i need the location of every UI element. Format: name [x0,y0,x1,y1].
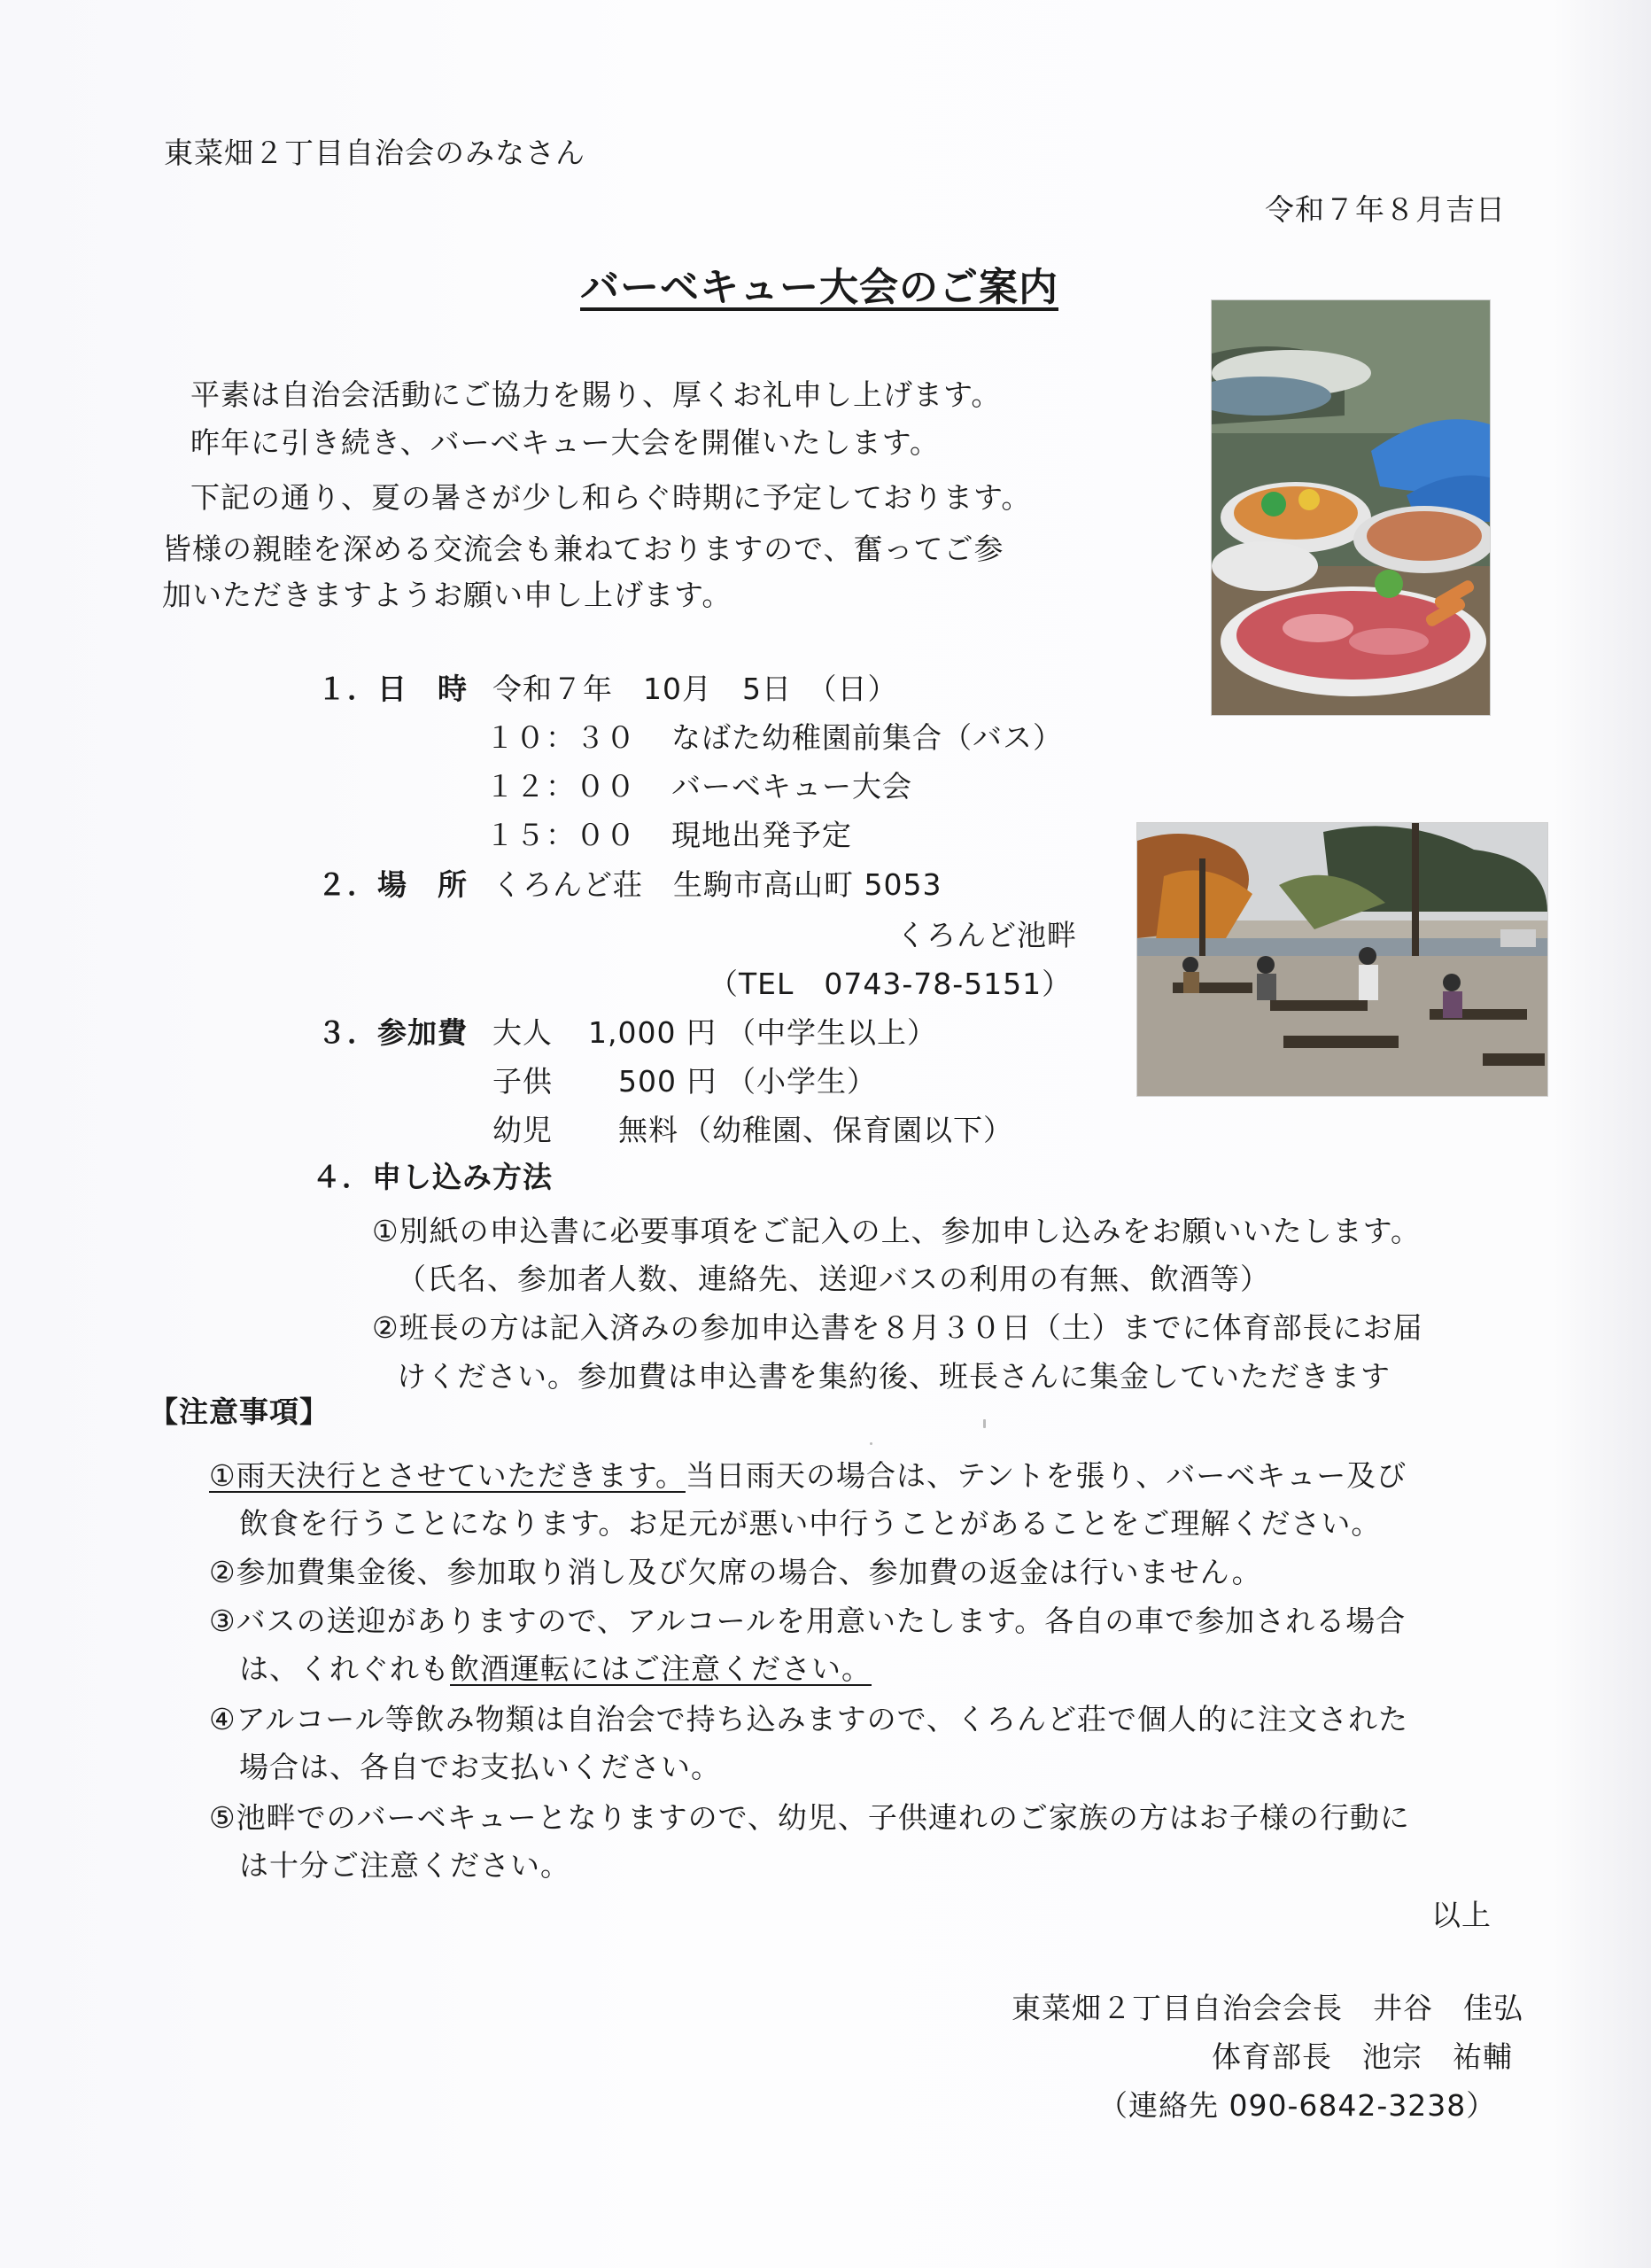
fee-amount-adult: 1,000 円 [588,1015,717,1050]
fee-amount-child: 500 円 [618,1064,717,1099]
schedule-time-2: １２：００ [485,769,636,804]
schedule-date: 令和７年 10月 5日 （日） [492,672,898,706]
note-5-line-1: ⑤池畔でのバーベキューとなりますので、幼児、子供連れのご家族の方はお子様の行動に [209,1800,1410,1835]
closing: 以上 [1431,1898,1492,1932]
signature-sports-director: 体育部長 池宗 祐輔 [1212,2039,1513,2074]
place-tel: （TEL 0743-78-5151） [709,967,1073,1001]
note-5-line-2: は十分ご注意ください。 [239,1848,570,1883]
schedule-event-3: 現地出発予定 [671,818,852,852]
schedule-event-1: なばた幼稚園前集合（バス） [671,720,1063,755]
page-title: バーベキュー大会のご案内 [580,265,1058,310]
greeting-line-3: 下記の通り、夏の暑さが少し和らぐ時期に予定しております。 [190,480,1032,515]
apply-line-4: けください。参加費は申込書を集約後、班長さんに集金していただきます [397,1359,1391,1394]
fee-amount-infant: 無料 [618,1113,678,1147]
schedule-event-2: バーベキュー大会 [671,769,912,804]
lakeside-venue-photo [1136,822,1548,1097]
greeting-line-2: 昨年に引き続き、バーベキュー大会を開催いたします。 [190,425,941,460]
scan-speck [983,1419,986,1428]
signature-chair: 東菜畑２丁目自治会会長 井谷 佳弘 [1012,1991,1523,2025]
apply-line-1: ①別紙の申込書に必要事項をご記入の上、参加申し込みをお願いいたします。 [372,1214,1421,1248]
schedule-time-3: １５：００ [485,818,636,852]
note-1-rest: 当日雨天の場合は、テントを張り、バーベキュー及び [685,1458,1407,1493]
place-area: くろんど池畔 [896,918,1077,952]
greeting-line-1: 平素は自治会活動にご協力を賜り、厚くお礼申し上げます。 [190,377,1002,412]
place-heading: ２．場 所 [317,867,468,902]
recipient: 東菜畑２丁目自治会のみなさん [164,136,585,170]
note-1-line-1 [209,1456,1407,1495]
note-4-line-2: 場合は、各自でお支払いください。 [239,1750,721,1784]
fee-heading: ３．参加費 [317,1015,468,1050]
fee-note-adult: （中学生以上） [726,1015,937,1050]
note-1-line-2: 飲食を行うことになります。お足元が悪い中行うことがあることをご理解ください。 [239,1506,1382,1541]
place-name-address: くろんど荘 生駒市高山町 5053 [492,867,942,902]
greeting-line-5: 加いただきますようお願い申し上げます。 [162,578,732,612]
note-3-prefix: は、くれぐれも [239,1651,450,1686]
schedule-time-1: １０：３０ [485,720,636,755]
bbq-food-photo [1211,299,1491,716]
notes-heading: 【注意事項】 [149,1394,329,1429]
apply-line-3: ②班長の方は記入済みの参加申込書を８月３０日（土）までに体育部長にお届 [372,1310,1423,1345]
note-3-line-1: ③バスの送迎がありますので、アルコールを用意いたします。各自の車で参加される場合 [209,1604,1407,1638]
apply-line-2: （氏名、参加者人数、連絡先、送迎バスの利用の有無、飲酒等） [397,1262,1270,1296]
date: 令和７年８月吉日 [1265,192,1506,227]
fee-note-infant: （幼稚園、保育園以下） [682,1113,1013,1147]
signature-contact: （連絡先 090-6842-3238） [1098,2088,1497,2123]
greeting-line-4: 皆様の親睦を深める交流会も兼ねておりますので、奮ってご参 [162,532,1004,566]
fee-label-child: 子供 [492,1064,553,1099]
note-2: ②参加費集金後、参加取り消し及び欠席の場合、参加費の返金は行いません。 [209,1555,1262,1589]
schedule-heading: １．日 時 [317,672,468,706]
note-3-line-2 [239,1650,872,1689]
fee-label-infant: 幼児 [492,1113,553,1147]
fee-label-adult: 大人 [492,1015,553,1050]
note-1-emphasis: ①雨天決行とさせていただきます。 [209,1458,686,1493]
note-3-emphasis: 飲酒運転にはご注意ください。 [450,1651,872,1686]
fee-note-child: （小学生） [726,1064,877,1099]
scan-speck [870,1442,872,1445]
apply-heading: ４．申し込み方法 [312,1160,553,1194]
note-4-line-1: ④アルコール等飲み物類は自治会で持ち込みますので、くろんど荘で個人的に注文された [209,1702,1408,1736]
